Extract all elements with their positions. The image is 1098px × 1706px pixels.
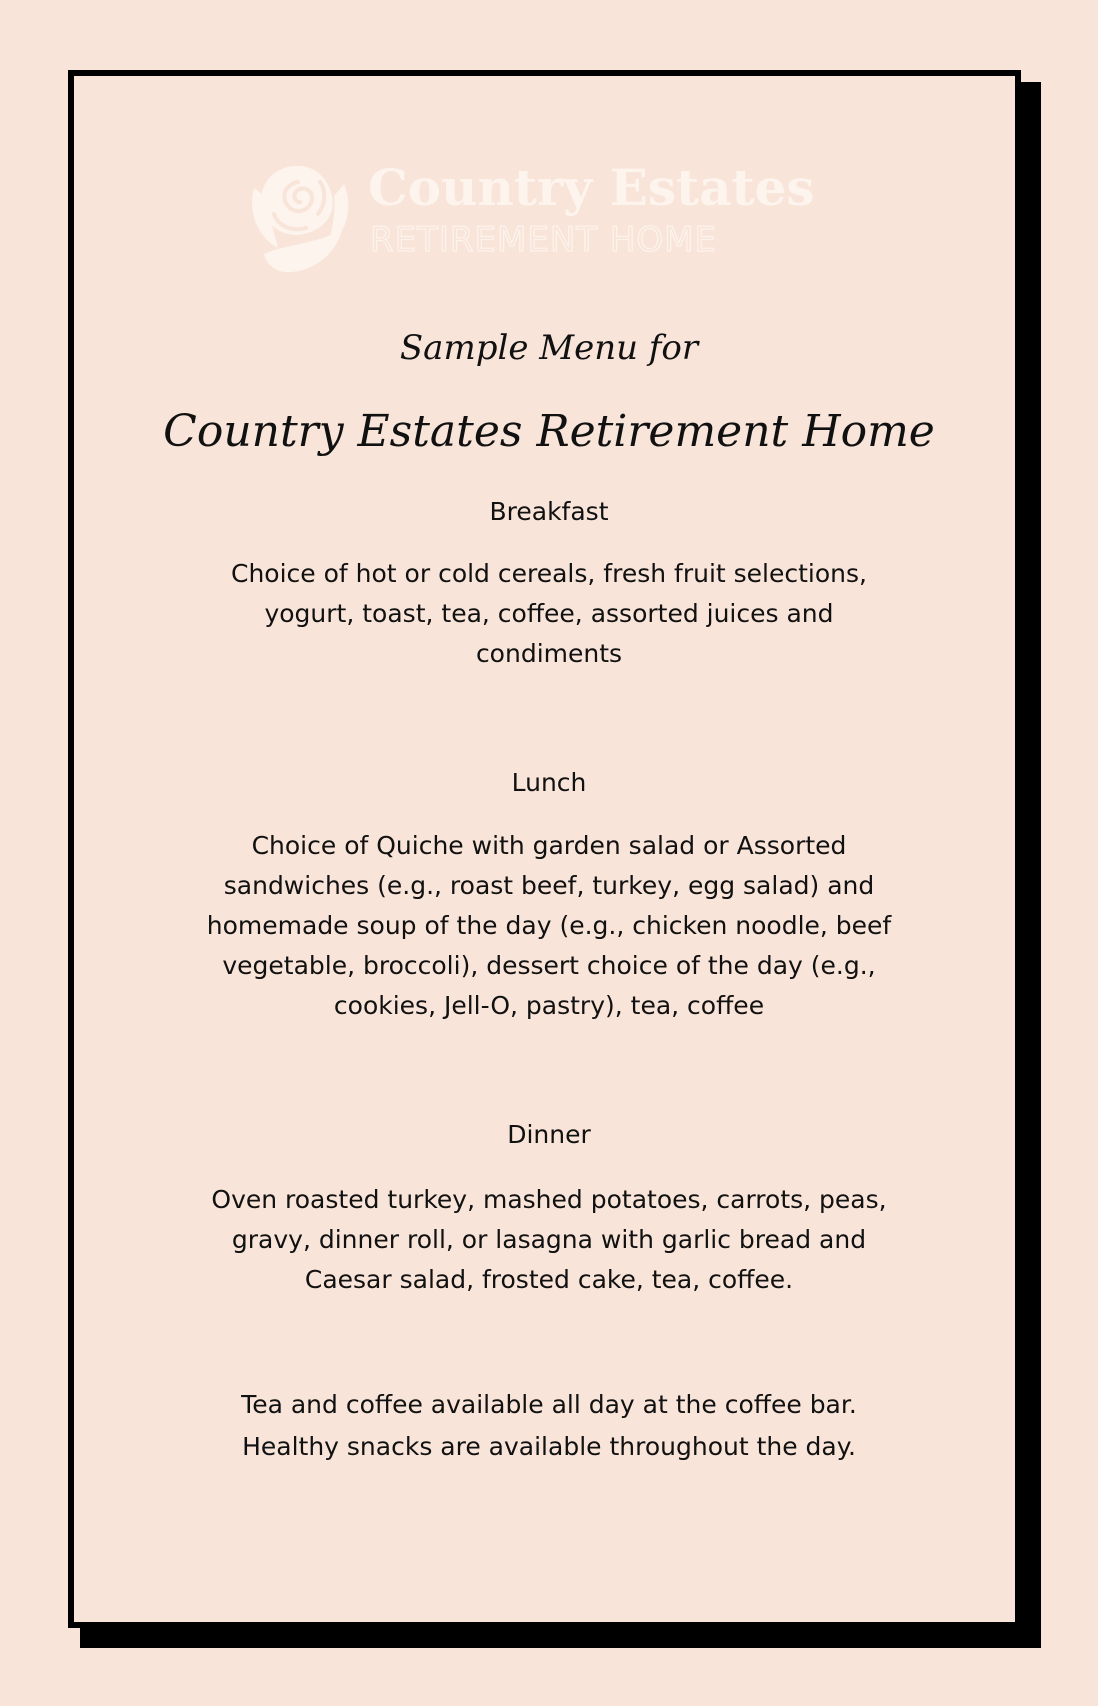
breakfast-heading: Breakfast: [489, 497, 609, 526]
lunch-text: Choice of Quiche with garden salad or Assorted sandwiches (e.g., roast beef, turkey, egg salad) and homemade soup of the day (e.g., chicken noodle, beef vegetable, broccoli), dessert choice of the day (e.g., cookies, Jell-O, pastry), tea, coffee: [206, 831, 892, 1020]
note-line-1: Tea and coffee available all day at the coffee bar.: [241, 1390, 857, 1419]
logo-subtitle: RETIREMENT HOME: [370, 220, 717, 260]
lunch-heading: Lunch: [511, 768, 587, 797]
menu-subtitle: Sample Menu for: [399, 328, 699, 368]
logo-name: Country Estates: [368, 158, 815, 217]
menu-title: Country Estates Retirement Home: [163, 406, 935, 457]
note-line-2: Healthy snacks are available throughout the day.: [242, 1432, 856, 1461]
note: [180, 1384, 918, 1468]
rose-icon: [246, 158, 358, 276]
breakfast-text: Choice of hot or cold cereals, fresh fruit selections, yogurt, toast, tea, coffee, assorted juices and condiments: [231, 559, 867, 668]
dinner-heading: Dinner: [507, 1120, 591, 1149]
dinner-text: Oven roasted turkey, mashed potatoes, carrots, peas, gravy, dinner roll, or lasagna with garlic bread and Caesar salad, frosted cake, tea, coffee.: [211, 1185, 887, 1294]
logo: [246, 158, 826, 278]
